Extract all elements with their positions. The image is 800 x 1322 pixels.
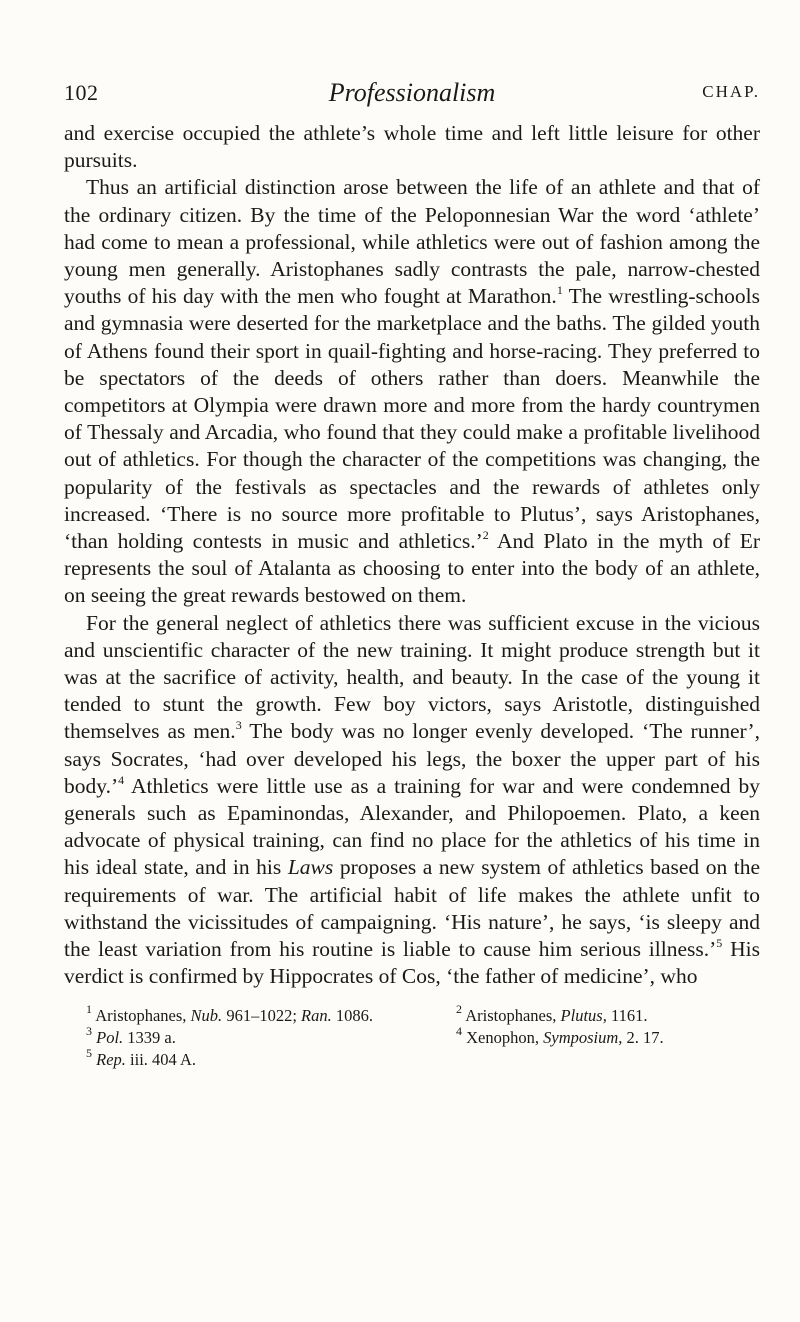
footnote-row — [64, 1046, 760, 1071]
footnote-mark: 2 — [482, 527, 489, 542]
footnote-row — [64, 1002, 760, 1027]
footnote-row — [64, 1024, 760, 1049]
page-number: 102 — [64, 80, 99, 105]
footnote-mark: 5 — [716, 935, 723, 950]
paragraph: and exercise occupied the athlete’s whole time and left little leisure for other pursuits. — [64, 121, 760, 173]
footnote-mark: 4 — [118, 772, 125, 787]
footnote-mark: 3 — [235, 718, 242, 733]
book-page — [64, 80, 760, 1071]
paragraph: For the general neglect of athletics there was sufficient excuse in the vicious and unscientific character of the new training. It might produce strength but it was at the sacrifice of activity, health, and beauty. In the case of the young it tended to stunt the growth. Few boy victors, says Aristotle, distinguished themselves as men.$^3$ The body was no longer evenly developed. ‘The runner’, says Socrates, ‘had over developed his legs, the boxer the upper part of his body.’$^4$ Athletics were little use as a training for war and were condemned by generals such as Epaminondas, Alexander, and Philopoemen. Plato, a keen advocate of physical training, can find no place for the athletics of his time in his ideal state, and in his Laws proposes a new system of athletics based on the requirements of war. The artificial habit of life makes the athlete unfit to withstand the vicissitudes of campaigning. ‘His nature’, he says, ‘is sleepy and the least variation from his routine is liable to cause him serious illness.’$^5$ His verdict is confirmed by Hippocrates of Cos, ‘the father of medicine’, who — [64, 610, 761, 989]
footnote-2: $^2$ Aristophanes, Plutus, 1161. — [456, 1002, 648, 1025]
running-title: Professionalism — [328, 78, 496, 107]
running-header — [64, 80, 760, 120]
footnote-3: $^3$ Pol. 1339 a. — [86, 1024, 176, 1047]
footnote-1: $^1$ Aristophanes, Nub. 961–1022; Ran. 1086. — [86, 1002, 373, 1025]
chapter-label: CHAP. — [702, 82, 760, 101]
paragraph: Thus an artificial distinction arose between the life of an athlete and that of the ordinary citizen. By the time of the Peloponnesian War the word ‘athlete’ had come to mean a professional, while athletics were out of fashion among the young men generally. Aristophanes sadly contrasts the pale, narrow-chested youths of his day with the men who fought at Marathon.$^1$ The wrestling-schools and gymnasia were deserted for the marketplace and the baths. The gilded youth of Athens found their sport in quail-fighting and horse-racing. They preferred to be spectators of the deeds of others rather than doers. Meanwhile the competitors at Olympia were drawn more and more from the hardy countrymen of Thessaly and Arcadia, who found that they could make a profitable livelihood out of athletics. For though the character of the competitions was changing, the popularity of the festivals as spectacles and the rewards of athletes only increased. ‘There is no source more profitable to Plutus’, says Aristophanes, ‘than holding contests in music and athletics.’$^2$ And Plato in the myth of Er represents the soul of Atalanta as choosing to enter into the body of an athlete, on seeing the great rewards bestowed on them. — [64, 175, 760, 608]
footnote-4: $^4$ Xenophon, Symposium, 2. 17. — [456, 1024, 664, 1047]
body-text — [64, 120, 760, 991]
footnotes — [64, 1002, 760, 1071]
footnote-mark: 1 — [556, 283, 563, 298]
footnote-5: $^5$ Rep. iii. 404 A. — [86, 1046, 197, 1069]
